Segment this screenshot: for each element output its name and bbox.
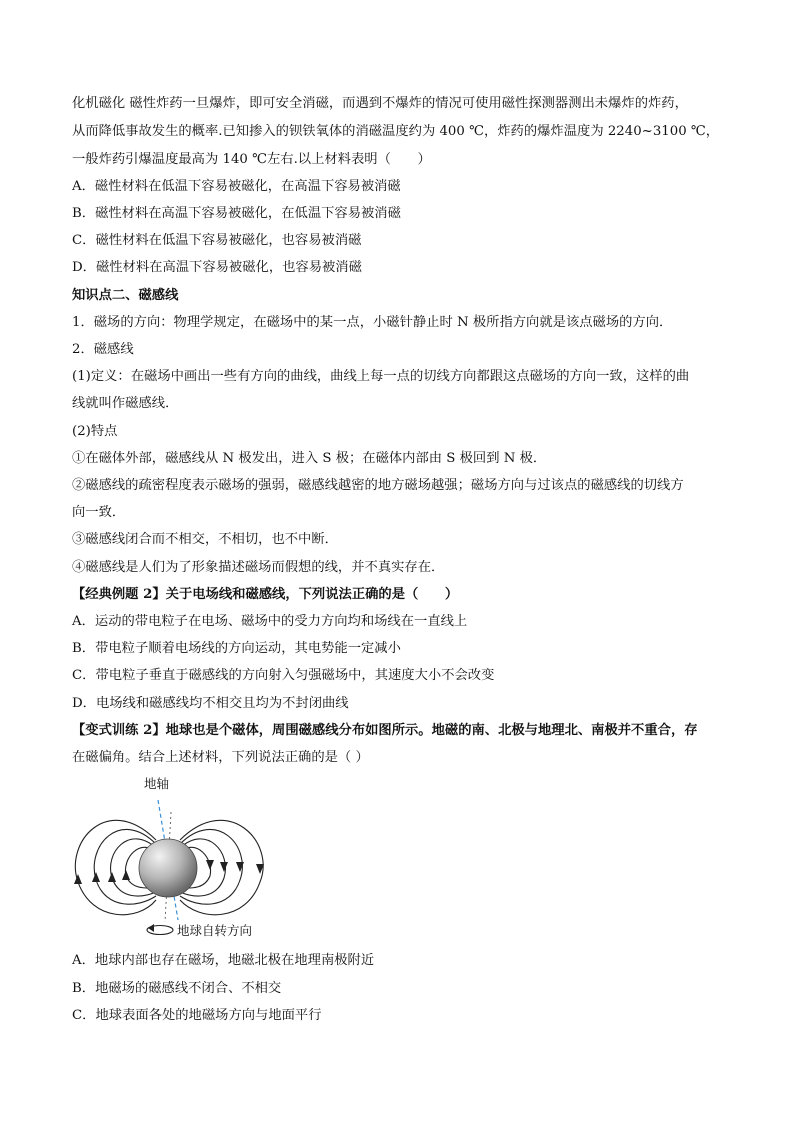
option-a: A．磁性材料在低温下容易被磁化，在高温下容易被消磁 [72,179,401,194]
text-line: ①在磁体外部，磁感线从 N 极发出，进入 S 极；在磁体内部由 S 极回到 N 极． [72,451,547,466]
text-line: 2．磁感线 [72,342,134,357]
option-a: A．地球内部也存在磁场，地磁北极在地理南极附近 [72,953,375,968]
option-b: B．磁性材料在高温下容易被磁化，在低温下容易被消磁 [72,206,401,221]
text-line: (2)特点 [72,424,118,439]
option-c: C．带电粒子垂直于磁感线的方向射入匀强磁场中，其速度大小不会改变 [72,668,495,683]
exercise-heading: 【变式训练 2】地球也是个磁体，周围磁感线分布如图所示。地磁的南、北极与地理北、南极并不重合，存 [72,723,698,738]
text-line: 从而降低事故发生的概率.已知掺入的钡铁氧体的消磁温度约为 400 ℃，炸药的爆炸温度为 2240~3100 ℃， [72,124,720,139]
text-line: ②磁感线的疏密程度表示磁场的强弱，磁感线越密的地方磁场越强；磁场方向与过该点的磁感线的切线方 [72,478,684,493]
text-line: 向一致． [72,505,126,520]
text-line: 线就叫作磁感线． [72,396,179,411]
example-heading: 【经典例题 2】关于电场线和磁感线，下列说法正确的是（ ） [72,587,459,602]
text-line: 在磁偏角。结合上述材料，下列说法正确的是（ ） [72,750,369,765]
option-a: A．运动的带电粒子在电场、磁场中的受力方向均和场线在一直线上 [72,614,468,629]
section-heading: 知识点二、磁感线 [72,288,179,303]
text-line: 1．磁场的方向：物理学规定，在磁场中的某一点，小磁针静止时 N 极所指方向就是该点磁场的方向． [72,315,673,330]
question-stem: 一般炸药引爆温度最高为 140 ℃左右.以上材料表明（ ） [72,152,431,167]
option-d: D．磁性材料在高温下容易被磁化，也容易被消磁 [72,260,362,275]
text-line: ③磁感线闭合而不相交，不相切，也不中断． [72,532,338,547]
text-line: (1)定义：在磁场中画出一些有方向的曲线，曲线上每一点的切线方向都跟这点磁场的方向一致，这样的曲 [72,369,690,384]
axis-label: 地轴 [144,776,170,791]
earth-magnetic-field-figure [68,772,278,944]
earth-sphere [139,839,197,897]
rotation-arrow-icon [148,924,154,932]
text-line: 化机磁化 磁性炸药一旦爆炸，即可安全消磁，而遇到不爆炸的情况可使用磁性探测器测出未爆炸的炸药， [72,96,688,111]
rotation-label: 地球自转方向 [177,923,253,938]
text-line: ④磁感线是人们为了形象描述磁场而假想的线，并不真实存在． [72,560,445,575]
option-d: D．电场线和磁感线均不相交且均为不封闭曲线 [72,696,349,711]
option-c: C．磁性材料在低温下容易被磁化，也容易被消磁 [72,233,362,248]
option-b: B．带电粒子顺着电场线的方向运动，其电势能一定减小 [72,641,401,656]
option-b: B．地磁场的磁感线不闭合、不相交 [72,981,282,996]
option-c: C．地球表面各处的地磁场方向与地面平行 [72,1008,322,1023]
